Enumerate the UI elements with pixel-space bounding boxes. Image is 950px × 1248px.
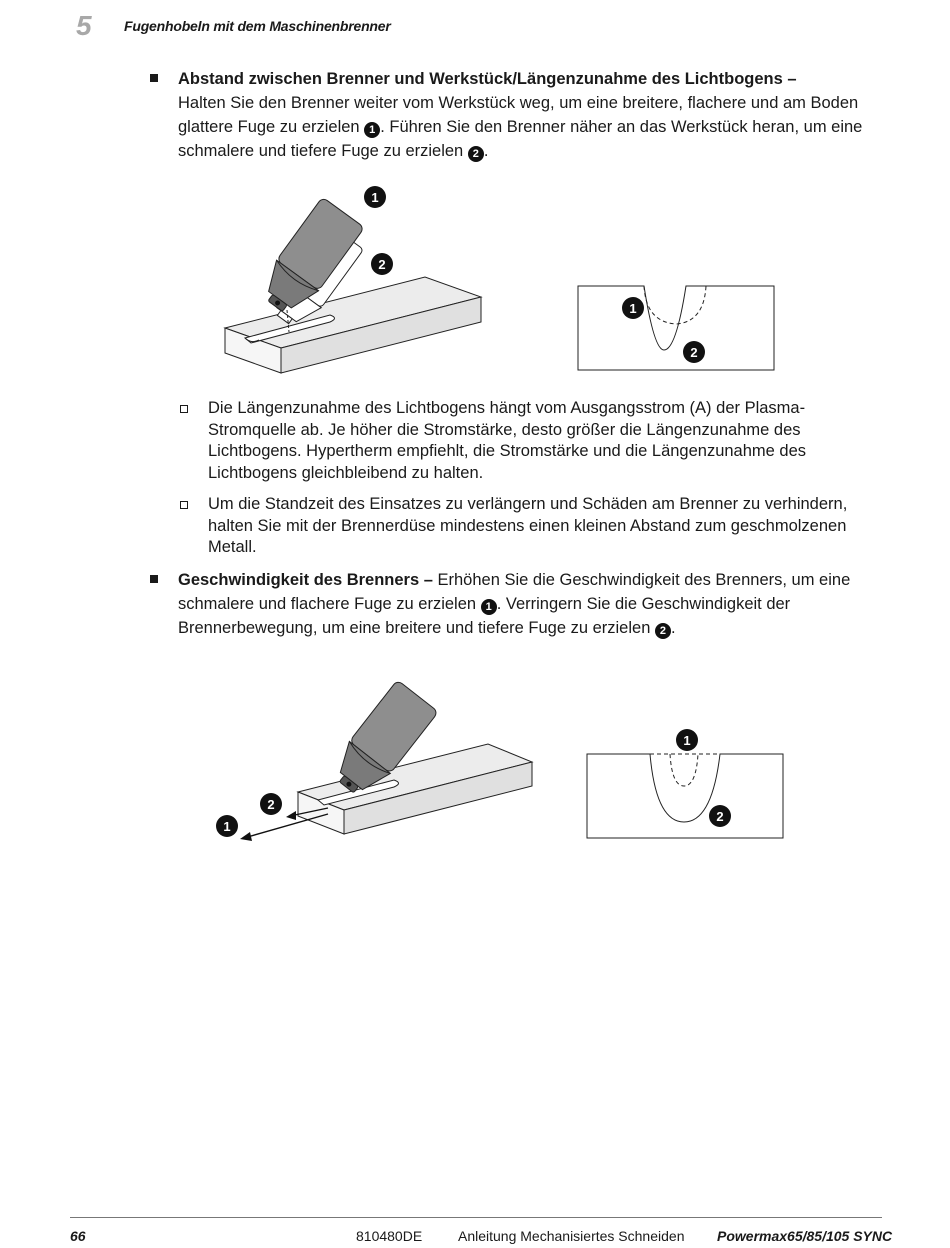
- callout-1-icon: 1: [481, 599, 497, 615]
- page-number: 66: [70, 1228, 86, 1244]
- figure1-label-2: 2: [378, 257, 386, 272]
- callout-2-icon: 2: [655, 623, 671, 639]
- figure2-label-1: 1: [223, 819, 231, 834]
- section-distance: [178, 67, 890, 163]
- section-speed-text: Erhöhen Sie die Geschwindigkeit des Brenners, um eine schmalere und flachere Fuge zu erzielen: [178, 571, 851, 613]
- bullet-icon: [150, 575, 158, 583]
- profile2-label-2: 2: [716, 809, 724, 824]
- section-speed-text-2: . Verringern Sie die Geschwindigkeit der Brennerbewegung, um eine breitere und tiefere Fuge zu erzielen: [178, 595, 791, 637]
- section-distance-text-2: . Führen Sie den Brenner näher an das Werkstück heran, um eine schmalere und tiefere Fuge zu erzielen: [178, 118, 863, 160]
- callout-2-icon: 2: [468, 146, 484, 162]
- arrow-fast: [244, 814, 328, 838]
- section-distance-heading: Abstand zwischen Brenner und Werkstück/Längenzunahme des Lichtbogens –: [178, 70, 797, 88]
- profile1-label-2: 2: [690, 345, 698, 360]
- figure2-label-2: 2: [267, 797, 275, 812]
- chapter-title: Fugenhobeln mit dem Maschinenbrenner: [124, 18, 391, 34]
- section-distance-text-end: .: [483, 142, 489, 160]
- profile1-label-1: 1: [629, 301, 637, 316]
- section-speed-heading: Geschwindigkeit des Brenners –: [178, 571, 433, 589]
- section-speed-text-end: .: [670, 619, 676, 637]
- figure-groove-profile-2: [584, 726, 788, 844]
- footer-divider: [70, 1217, 882, 1218]
- manual-title: Anleitung Mechanisiertes Schneiden: [458, 1228, 685, 1244]
- section-distance-text: Halten Sie den Brenner weiter vom Werkstück weg, um eine breitere, flachere und am Boden glattere Fuge zu erzielen: [178, 94, 859, 136]
- profile2-label-1: 1: [683, 733, 691, 748]
- callout-1-icon: 1: [364, 122, 380, 138]
- bullet-icon: [150, 74, 158, 82]
- chapter-number: 5: [76, 10, 92, 41]
- note-checkbox-icon: [180, 405, 188, 413]
- section-speed: [178, 568, 890, 640]
- doc-number: 810480DE: [356, 1228, 423, 1244]
- note-consumable-life: Um die Standzeit des Einsatzes zu verlängern und Schäden am Brenner zu verhindern, halten Sie mit der Brennerdüse mindestens einen kleinen Abstand zum geschmolzenen Metall.: [208, 495, 848, 556]
- note-arc-stretch: Die Längenzunahme des Lichtbogens hängt vom Ausgangsstrom (A) der Plasma-Stromquelle ab. Je höher die Stromstärke, desto größer die Längenzunahme des Lichtbogens. Hypertherm empfiehlt, die Stromstärke und die Längenzunahme des Lichtbogens gleichbleibend zu halten.: [208, 399, 807, 482]
- note-checkbox-icon: [180, 501, 188, 509]
- figure-torch-distance: [215, 180, 495, 380]
- figure-groove-profile-1: [576, 282, 778, 376]
- product-name: Powermax65/85/105 SYNC: [717, 1228, 893, 1244]
- figure1-label-1: 1: [371, 190, 379, 205]
- figure-torch-speed: [210, 672, 540, 847]
